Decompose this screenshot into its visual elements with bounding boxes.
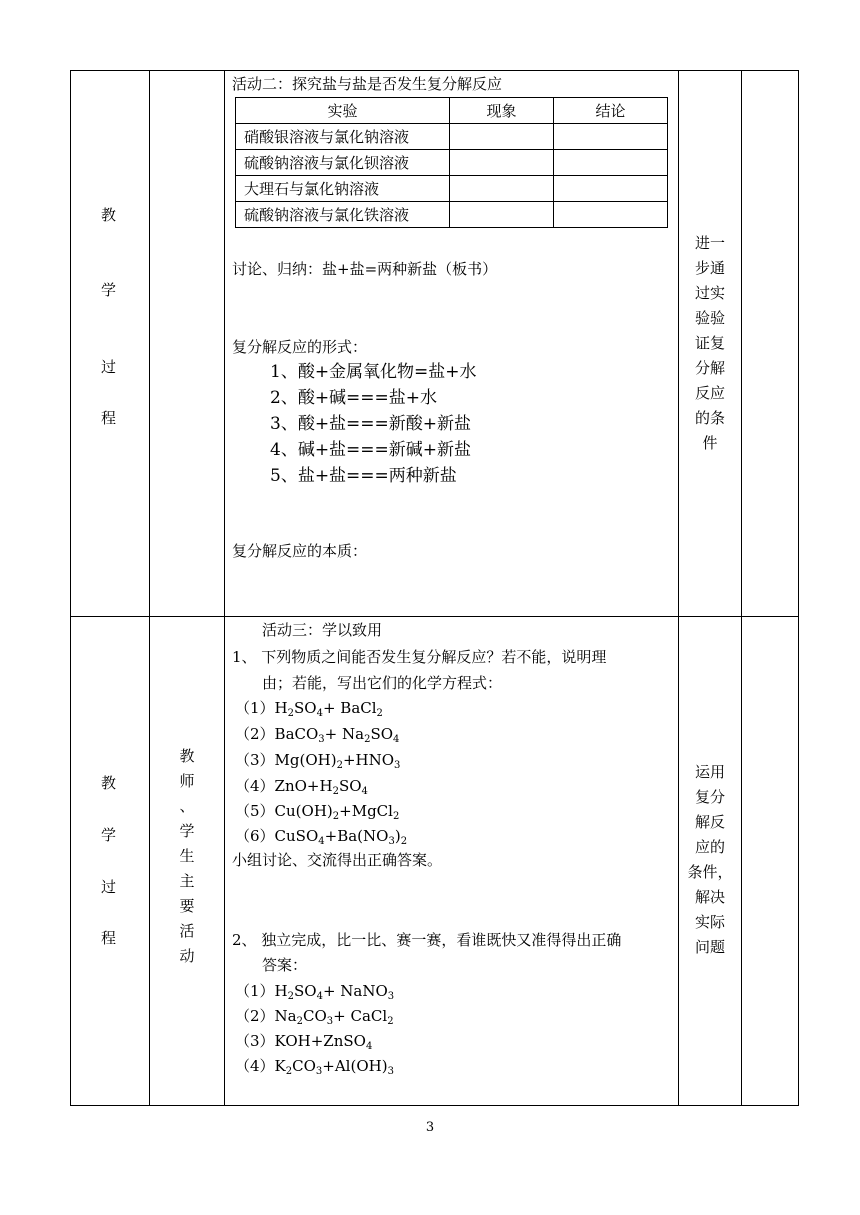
purpose-line: 运用 bbox=[694, 763, 725, 781]
form-item: 1、酸+金属氧化物=盐+水 bbox=[270, 362, 477, 382]
actor-char: 教 bbox=[179, 747, 195, 765]
purpose-line: 实际 bbox=[694, 913, 725, 931]
question-1-line1: 1、 下列物质之间能否发生复分解反应？若不能，说明理 bbox=[232, 648, 607, 666]
purpose-line: 的条 bbox=[694, 409, 725, 427]
col-divider-3 bbox=[678, 70, 679, 1106]
activity-title: 活动二：探究盐与盐是否发生复分解反应 bbox=[232, 75, 503, 93]
q2-item: $(2)Na_2CO_3+$ CaCl$_2$ bbox=[235, 1007, 394, 1027]
row1-label-char: 学 bbox=[101, 281, 117, 299]
table-border-top bbox=[70, 70, 799, 71]
table-header: 实验 bbox=[236, 98, 450, 124]
table-border-left bbox=[70, 70, 71, 1106]
activity-title: 活动三：学以致用 bbox=[262, 621, 383, 639]
table-header: 结论 bbox=[554, 98, 668, 124]
table-cell bbox=[554, 176, 668, 202]
table-cell-experiment: 硫酸钠溶液与氯化铁溶液 bbox=[236, 202, 450, 228]
table-row bbox=[236, 176, 668, 202]
purpose-line: 件 bbox=[702, 434, 718, 452]
row2-label-char: 过 bbox=[101, 878, 117, 896]
purpose-line: 进一 bbox=[694, 234, 725, 252]
form-item: 4、碱+盐===新碱+新盐 bbox=[270, 440, 472, 460]
table-cell bbox=[450, 150, 554, 176]
question-2-line1: 2、 独立完成，比一比、赛一赛，看谁既快又准得得出正确 bbox=[232, 931, 622, 949]
table-cell-experiment: 硫酸钠溶液与氯化钡溶液 bbox=[236, 150, 450, 176]
table-cell-experiment: 大理石与氯化钠溶液 bbox=[236, 176, 450, 202]
form-item: 3、酸+盐===新酸+新盐 bbox=[270, 414, 472, 434]
row1-label-char: 过 bbox=[101, 358, 117, 376]
row2-label-char: 程 bbox=[101, 929, 117, 947]
actor-char: 动 bbox=[179, 947, 195, 965]
q2-item: $(4)K_2CO_3+Al(OH)_3$ bbox=[235, 1057, 394, 1077]
purpose-line: 验验 bbox=[694, 309, 725, 327]
table-border-right bbox=[798, 70, 799, 1106]
question-2-line2: 答案： bbox=[262, 956, 308, 974]
purpose-line: 反应 bbox=[694, 384, 725, 402]
purpose-line: 分解 bbox=[694, 359, 725, 377]
row2-label-char: 学 bbox=[101, 826, 117, 844]
q2-item: （3）KOH+ZnSO$_4$ bbox=[235, 1032, 373, 1052]
group-discussion-text: 小组讨论、交流得出正确答案。 bbox=[232, 851, 443, 869]
purpose-line: 应的 bbox=[694, 838, 725, 856]
q2-item: $(1)H_2SO_4+$ NaNO$_3$ bbox=[235, 982, 395, 1002]
table-cell bbox=[554, 202, 668, 228]
actor-char: 师 bbox=[179, 772, 195, 790]
q1-item: $(3)Mg(OH)_2+HNO_3$ bbox=[235, 751, 401, 771]
table-row bbox=[236, 124, 668, 150]
purpose-line: 条件， bbox=[687, 863, 733, 881]
table-cell bbox=[554, 124, 668, 150]
row-divider bbox=[70, 616, 799, 617]
actor-char: 生 bbox=[179, 847, 195, 865]
actor-char: 要 bbox=[179, 897, 195, 915]
col-divider-4 bbox=[741, 70, 742, 1106]
q1-item: $(6)CuSO_4+Ba(NO_3)_2$ bbox=[235, 827, 408, 847]
table-cell bbox=[450, 202, 554, 228]
actor-char: 主 bbox=[179, 872, 195, 890]
question-1-line2: 由；若能，写出它们的化学方程式： bbox=[262, 674, 503, 692]
purpose-line: 解反 bbox=[694, 813, 725, 831]
essence-text: 复分解反应的本质： bbox=[232, 542, 368, 560]
q1-item: $(4)ZnO+H_2SO_4$ bbox=[235, 777, 368, 797]
table-cell bbox=[450, 124, 554, 150]
purpose-line: 问题 bbox=[694, 938, 725, 956]
form-item: 5、盐+盐===两种新盐 bbox=[270, 466, 457, 486]
table-header-row bbox=[236, 98, 668, 124]
table-cell bbox=[450, 176, 554, 202]
q1-item: $(1)H_2SO_4+$ BaCl$_2$ bbox=[235, 699, 383, 719]
purpose-line: 步通 bbox=[694, 259, 725, 277]
actor-label bbox=[150, 744, 224, 969]
form-item: 2、酸+碱===盐+水 bbox=[270, 388, 438, 408]
table-cell-experiment: 硝酸银溶液与氯化钠溶液 bbox=[236, 124, 450, 150]
q1-item: （2）BaCO$_3$+ $Na_2SO_4$ bbox=[235, 725, 400, 745]
table-row bbox=[236, 150, 668, 176]
row2-purpose bbox=[680, 760, 740, 960]
row1-label-char: 程 bbox=[101, 409, 117, 427]
row1-label-char: 教 bbox=[101, 206, 117, 224]
table-cell bbox=[554, 150, 668, 176]
col-divider-2 bbox=[224, 70, 225, 1106]
actor-char: 学 bbox=[179, 822, 195, 840]
row2-label-char: 教 bbox=[101, 774, 117, 792]
table-header: 现象 bbox=[450, 98, 554, 124]
q1-item: $(5)Cu(OH)_2+MgCl_2$ bbox=[235, 802, 400, 822]
table-row bbox=[236, 202, 668, 228]
actor-char: 活 bbox=[179, 922, 195, 940]
table-border-bottom bbox=[70, 1105, 799, 1106]
purpose-line: 复分 bbox=[694, 788, 725, 806]
experiment-table bbox=[235, 97, 668, 228]
forms-title: 复分解反应的形式： bbox=[232, 338, 368, 356]
purpose-line: 证复 bbox=[694, 334, 725, 352]
actor-char: 、 bbox=[179, 797, 195, 815]
row1-purpose bbox=[680, 231, 740, 456]
purpose-line: 过实 bbox=[694, 284, 725, 302]
purpose-line: 解决 bbox=[694, 888, 725, 906]
page-number: 3 bbox=[425, 1120, 435, 1135]
discussion-text: 讨论、归纳：盐+盐=两种新盐（板书） bbox=[232, 260, 498, 278]
